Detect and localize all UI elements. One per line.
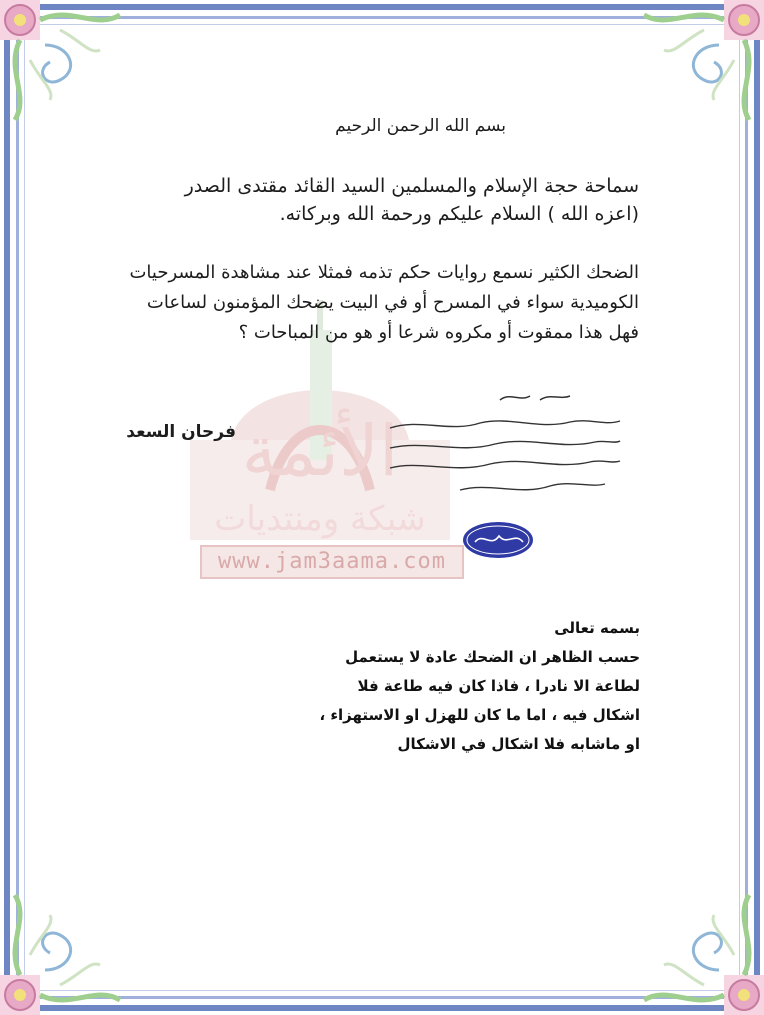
question-text: الضحك الكثير نسمع روايات حكم تذمه فمثلا عند مشاهدة المسرحيات الكوميدية سواء في المسرح أو في البيت يضحك المؤمنون لساعات فهل هذا ممقوت أو مكروه شرعا أو هو من المباحات ؟ [129,262,639,343]
signer-name: فرحان السعد [126,422,236,442]
handwritten-reply [380,388,630,508]
seal-stamp [461,520,535,560]
answer-text [319,614,640,759]
answer-line-2: حسب الظاهر ان الضحك عادة لا يستعمل [345,648,640,666]
svg-text:شبكة ومنتديات: شبكة ومنتديات [214,499,426,539]
svg-text:الأئمة: الأئمة [241,410,399,492]
corner-ornament-bottom-left [0,865,150,1015]
addressee-line-1: سماحة حجة الإسلام والمسلمين السيد القائد مقتدى الصدر [184,175,639,197]
corner-ornament-top-right [614,0,764,150]
addressee [185,172,639,228]
corner-ornament-top-left [0,0,150,150]
answer-line-1: بسمه تعالى [554,619,640,637]
addressee-line-2: (اعزه الله ) السلام عليكم ورحمة الله وبركاته. [279,203,639,225]
answer-line-3: لطاعة الا نادرا ، فاذا كان فيه طاعة فلا [357,677,640,695]
basmala: بسم الله الرحمن الرحيم [335,116,506,136]
watermark-url: www.jam3aama.com [200,545,464,579]
answer-line-5: او ماشابه فلا اشكال في الاشكال [397,735,640,753]
answer-line-4: اشكال فيه ، اما ما كان للهزل او الاستهزاء ، [319,706,640,724]
corner-ornament-bottom-right [614,865,764,1015]
